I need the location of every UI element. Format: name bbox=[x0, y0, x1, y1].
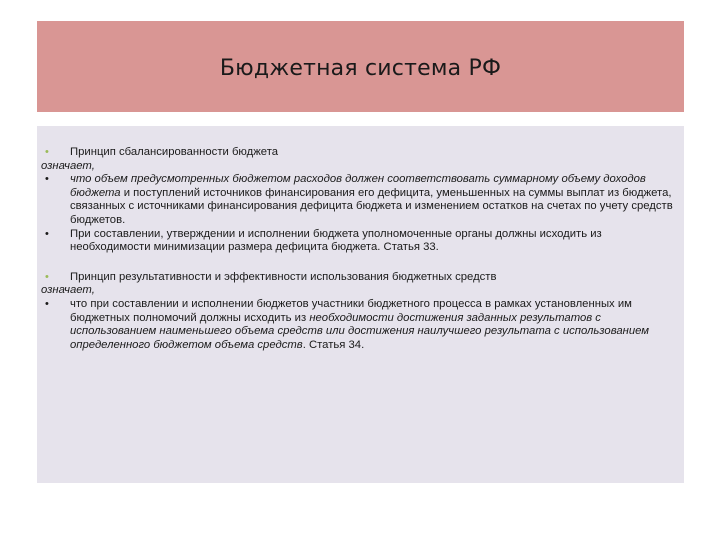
section2-heading-row bbox=[37, 271, 684, 285]
section2-item1-plain: что при составлении и исполнении бюджетов участники бюджетного процесса в рамках установленных им бюджетных полномочий должны исходить из bbox=[70, 297, 632, 324]
bullet-icon: • bbox=[45, 297, 49, 310]
slide-title: Бюджетная система РФ bbox=[219, 56, 502, 81]
section2-item1 bbox=[37, 298, 684, 352]
bullet-icon: • bbox=[45, 173, 49, 186]
section1-intro: означает, bbox=[41, 159, 95, 172]
title-band bbox=[37, 21, 684, 112]
section1-item1-rest: и поступлений источников финансирования его дефицита, уменьшенных на суммы выплат из бюджета, связанных с источниками финансирования дефицита бюджета и изменением остатков на счетах по учету средств бюджетов. bbox=[70, 186, 673, 226]
bullet-icon: • bbox=[45, 270, 49, 283]
section1-item1 bbox=[37, 173, 684, 227]
section2-item1-italic: необходимости достижения заданных результатов с использованием наименьшего объема средств или достижения наилучшего результата с использованием определенного бюджетом объема средств bbox=[70, 311, 650, 351]
section2-item1-tail: . Статья 34. bbox=[302, 338, 365, 351]
section1-heading: Принцип сбалансированности бюджета bbox=[70, 146, 279, 158]
section1-item2 bbox=[37, 228, 684, 255]
spacer bbox=[37, 255, 684, 271]
content-text bbox=[37, 146, 684, 352]
content-box bbox=[37, 126, 684, 483]
section2-heading: Принцип результативности и эффективности использования бюджетных средств bbox=[70, 270, 497, 283]
bullet-icon: • bbox=[45, 146, 49, 158]
section1-item1-italic: что объем предусмотренных бюджетом расходов должен соответствовать суммарному объему доходов бюджета bbox=[70, 173, 646, 199]
section1-item2-text: При составлении, утверждении и исполнении бюджета уполномоченные органы должны исходить из необходимости минимизации размера дефицита бюджета. Статья 33. bbox=[70, 227, 602, 254]
section2-intro: означает, bbox=[41, 284, 95, 297]
bullet-icon: • bbox=[45, 227, 49, 240]
section1-heading-row bbox=[37, 146, 684, 160]
